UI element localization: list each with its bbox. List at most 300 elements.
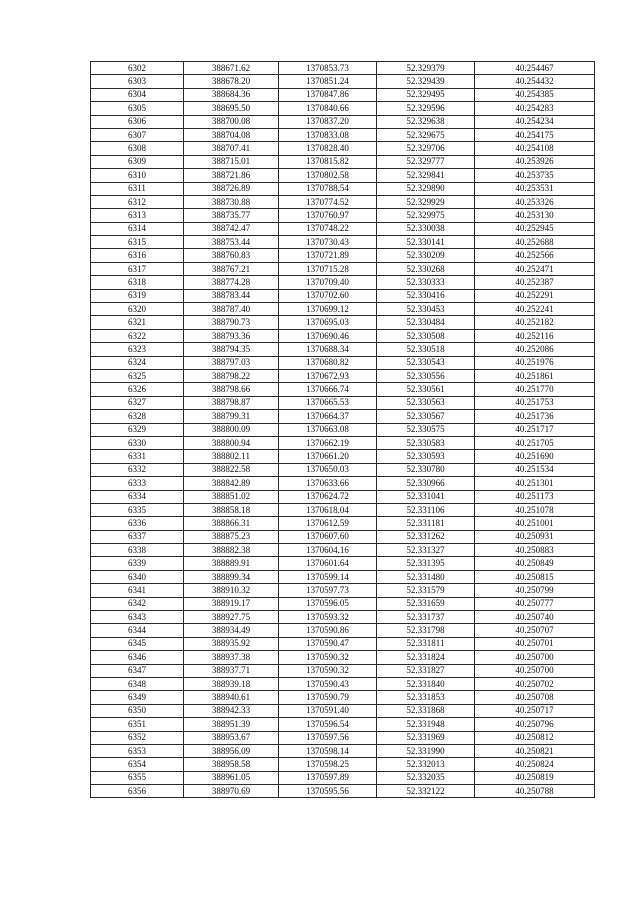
x-coordinate-cell: 388707.41 <box>184 142 279 155</box>
y-coordinate-cell: 1370851.24 <box>279 75 377 88</box>
table-row <box>91 182 595 195</box>
y-coordinate-cell: 1370591.40 <box>279 704 377 717</box>
latitude-cell: 52.330484 <box>377 316 475 329</box>
x-coordinate-cell: 388730.88 <box>184 195 279 208</box>
y-coordinate-cell: 1370666.74 <box>279 383 377 396</box>
x-coordinate-cell: 388842.89 <box>184 477 279 490</box>
longitude-cell: 40.251717 <box>475 423 595 436</box>
longitude-cell: 40.252688 <box>475 236 595 249</box>
y-coordinate-cell: 1370598.14 <box>279 744 377 757</box>
longitude-cell: 40.250700 <box>475 651 595 664</box>
longitude-cell: 40.253531 <box>475 182 595 195</box>
latitude-cell: 52.331948 <box>377 718 475 731</box>
x-coordinate-cell: 388875.23 <box>184 530 279 543</box>
x-coordinate-cell: 388822.58 <box>184 463 279 476</box>
x-coordinate-cell: 388794.35 <box>184 343 279 356</box>
point-number-cell: 6354 <box>91 758 184 771</box>
longitude-cell: 40.254385 <box>475 88 595 101</box>
point-number-cell: 6318 <box>91 276 184 289</box>
table-row <box>91 75 595 88</box>
point-number-cell: 6336 <box>91 517 184 530</box>
longitude-cell: 40.251753 <box>475 396 595 409</box>
point-number-cell: 6333 <box>91 477 184 490</box>
point-number-cell: 6315 <box>91 236 184 249</box>
table-row <box>91 289 595 302</box>
point-number-cell: 6308 <box>91 142 184 155</box>
point-number-cell: 6320 <box>91 303 184 316</box>
y-coordinate-cell: 1370833.08 <box>279 128 377 141</box>
y-coordinate-cell: 1370715.28 <box>279 262 377 275</box>
table-row <box>91 128 595 141</box>
latitude-cell: 52.331327 <box>377 544 475 557</box>
longitude-cell: 40.250799 <box>475 584 595 597</box>
coordinate-table-body <box>91 62 595 798</box>
point-number-cell: 6310 <box>91 169 184 182</box>
longitude-cell: 40.250824 <box>475 758 595 771</box>
point-number-cell: 6337 <box>91 530 184 543</box>
x-coordinate-cell: 388793.36 <box>184 329 279 342</box>
y-coordinate-cell: 1370774.52 <box>279 195 377 208</box>
longitude-cell: 40.250819 <box>475 771 595 784</box>
point-number-cell: 6329 <box>91 423 184 436</box>
latitude-cell: 52.329890 <box>377 182 475 195</box>
y-coordinate-cell: 1370650.03 <box>279 463 377 476</box>
point-number-cell: 6343 <box>91 611 184 624</box>
y-coordinate-cell: 1370699.12 <box>279 303 377 316</box>
x-coordinate-cell: 388937.38 <box>184 651 279 664</box>
point-number-cell: 6313 <box>91 209 184 222</box>
y-coordinate-cell: 1370612.59 <box>279 517 377 530</box>
y-coordinate-cell: 1370601.64 <box>279 557 377 570</box>
longitude-cell: 40.250777 <box>475 597 595 610</box>
point-number-cell: 6309 <box>91 155 184 168</box>
point-number-cell: 6327 <box>91 396 184 409</box>
point-number-cell: 6346 <box>91 651 184 664</box>
longitude-cell: 40.254432 <box>475 75 595 88</box>
x-coordinate-cell: 388684.36 <box>184 88 279 101</box>
y-coordinate-cell: 1370665.53 <box>279 396 377 409</box>
point-number-cell: 6317 <box>91 262 184 275</box>
point-number-cell: 6344 <box>91 624 184 637</box>
x-coordinate-cell: 388678.20 <box>184 75 279 88</box>
longitude-cell: 40.250931 <box>475 530 595 543</box>
y-coordinate-cell: 1370802.58 <box>279 169 377 182</box>
longitude-cell: 40.252945 <box>475 222 595 235</box>
longitude-cell: 40.251705 <box>475 436 595 449</box>
x-coordinate-cell: 388704.08 <box>184 128 279 141</box>
latitude-cell: 52.330543 <box>377 356 475 369</box>
x-coordinate-cell: 388715.01 <box>184 155 279 168</box>
latitude-cell: 52.330038 <box>377 222 475 235</box>
longitude-cell: 40.250849 <box>475 557 595 570</box>
table-row <box>91 584 595 597</box>
table-row <box>91 637 595 650</box>
latitude-cell: 52.329929 <box>377 195 475 208</box>
longitude-cell: 40.250815 <box>475 570 595 583</box>
y-coordinate-cell: 1370672.93 <box>279 369 377 382</box>
table-row <box>91 343 595 356</box>
longitude-cell: 40.250707 <box>475 624 595 637</box>
y-coordinate-cell: 1370760.97 <box>279 209 377 222</box>
longitude-cell: 40.254467 <box>475 62 595 75</box>
longitude-cell: 40.251001 <box>475 517 595 530</box>
latitude-cell: 52.331868 <box>377 704 475 717</box>
longitude-cell: 40.251534 <box>475 463 595 476</box>
table-row <box>91 785 595 798</box>
latitude-cell: 52.331990 <box>377 744 475 757</box>
latitude-cell: 52.331106 <box>377 503 475 516</box>
table-row <box>91 62 595 75</box>
table-row <box>91 704 595 717</box>
latitude-cell: 52.331041 <box>377 490 475 503</box>
longitude-cell: 40.250717 <box>475 704 595 717</box>
x-coordinate-cell: 388956.09 <box>184 744 279 757</box>
y-coordinate-cell: 1370662.19 <box>279 436 377 449</box>
table-row <box>91 611 595 624</box>
point-number-cell: 6341 <box>91 584 184 597</box>
x-coordinate-cell: 388767.21 <box>184 262 279 275</box>
longitude-cell: 40.252086 <box>475 343 595 356</box>
point-number-cell: 6303 <box>91 75 184 88</box>
point-number-cell: 6348 <box>91 677 184 690</box>
table-row <box>91 262 595 275</box>
latitude-cell: 52.330416 <box>377 289 475 302</box>
y-coordinate-cell: 1370837.20 <box>279 115 377 128</box>
point-number-cell: 6347 <box>91 664 184 677</box>
y-coordinate-cell: 1370595.56 <box>279 785 377 798</box>
table-row <box>91 664 595 677</box>
x-coordinate-cell: 388742.47 <box>184 222 279 235</box>
longitude-cell: 40.252241 <box>475 303 595 316</box>
y-coordinate-cell: 1370599.14 <box>279 570 377 583</box>
longitude-cell: 40.251078 <box>475 503 595 516</box>
table-row <box>91 88 595 101</box>
point-number-cell: 6339 <box>91 557 184 570</box>
table-row <box>91 169 595 182</box>
table-row <box>91 570 595 583</box>
table-row <box>91 115 595 128</box>
table-row <box>91 677 595 690</box>
table-row <box>91 195 595 208</box>
point-number-cell: 6335 <box>91 503 184 516</box>
x-coordinate-cell: 388790.73 <box>184 316 279 329</box>
latitude-cell: 52.329596 <box>377 102 475 115</box>
table-row <box>91 597 595 610</box>
y-coordinate-cell: 1370593.32 <box>279 611 377 624</box>
longitude-cell: 40.254234 <box>475 115 595 128</box>
table-row <box>91 102 595 115</box>
table-row <box>91 624 595 637</box>
point-number-cell: 6304 <box>91 88 184 101</box>
x-coordinate-cell: 388798.22 <box>184 369 279 382</box>
latitude-cell: 52.330268 <box>377 262 475 275</box>
latitude-cell: 52.330141 <box>377 236 475 249</box>
point-number-cell: 6321 <box>91 316 184 329</box>
table-row <box>91 222 595 235</box>
x-coordinate-cell: 388760.83 <box>184 249 279 262</box>
latitude-cell: 52.331659 <box>377 597 475 610</box>
latitude-cell: 52.331480 <box>377 570 475 583</box>
x-coordinate-cell: 388927.75 <box>184 611 279 624</box>
x-coordinate-cell: 388798.87 <box>184 396 279 409</box>
x-coordinate-cell: 388866.31 <box>184 517 279 530</box>
latitude-cell: 52.330518 <box>377 343 475 356</box>
point-number-cell: 6312 <box>91 195 184 208</box>
y-coordinate-cell: 1370721.89 <box>279 249 377 262</box>
point-number-cell: 6302 <box>91 62 184 75</box>
y-coordinate-cell: 1370709.40 <box>279 276 377 289</box>
x-coordinate-cell: 388942.33 <box>184 704 279 717</box>
table-row <box>91 155 595 168</box>
table-row <box>91 249 595 262</box>
latitude-cell: 52.331824 <box>377 651 475 664</box>
x-coordinate-cell: 388671.62 <box>184 62 279 75</box>
latitude-cell: 52.331395 <box>377 557 475 570</box>
latitude-cell: 52.330453 <box>377 303 475 316</box>
latitude-cell: 52.330556 <box>377 369 475 382</box>
y-coordinate-cell: 1370730.43 <box>279 236 377 249</box>
latitude-cell: 52.330333 <box>377 276 475 289</box>
x-coordinate-cell: 388940.61 <box>184 691 279 704</box>
y-coordinate-cell: 1370788.54 <box>279 182 377 195</box>
point-number-cell: 6330 <box>91 436 184 449</box>
x-coordinate-cell: 388787.40 <box>184 303 279 316</box>
table-row <box>91 758 595 771</box>
longitude-cell: 40.253735 <box>475 169 595 182</box>
table-row <box>91 356 595 369</box>
latitude-cell: 52.331827 <box>377 664 475 677</box>
point-number-cell: 6345 <box>91 637 184 650</box>
y-coordinate-cell: 1370597.56 <box>279 731 377 744</box>
longitude-cell: 40.251736 <box>475 410 595 423</box>
x-coordinate-cell: 388774.28 <box>184 276 279 289</box>
y-coordinate-cell: 1370596.54 <box>279 718 377 731</box>
point-number-cell: 6332 <box>91 463 184 476</box>
table-row <box>91 450 595 463</box>
coordinate-table <box>90 61 595 798</box>
x-coordinate-cell: 388735.77 <box>184 209 279 222</box>
longitude-cell: 40.252291 <box>475 289 595 302</box>
longitude-cell: 40.251690 <box>475 450 595 463</box>
longitude-cell: 40.254283 <box>475 102 595 115</box>
longitude-cell: 40.250701 <box>475 637 595 650</box>
latitude-cell: 52.330575 <box>377 423 475 436</box>
longitude-cell: 40.250883 <box>475 544 595 557</box>
y-coordinate-cell: 1370688.34 <box>279 343 377 356</box>
y-coordinate-cell: 1370590.43 <box>279 677 377 690</box>
point-number-cell: 6334 <box>91 490 184 503</box>
latitude-cell: 52.331262 <box>377 530 475 543</box>
point-number-cell: 6338 <box>91 544 184 557</box>
point-number-cell: 6328 <box>91 410 184 423</box>
y-coordinate-cell: 1370624.72 <box>279 490 377 503</box>
x-coordinate-cell: 388721.86 <box>184 169 279 182</box>
table-row <box>91 316 595 329</box>
table-row <box>91 329 595 342</box>
point-number-cell: 6342 <box>91 597 184 610</box>
table-row <box>91 691 595 704</box>
latitude-cell: 52.330780 <box>377 463 475 476</box>
longitude-cell: 40.254175 <box>475 128 595 141</box>
x-coordinate-cell: 388935.92 <box>184 637 279 650</box>
latitude-cell: 52.331853 <box>377 691 475 704</box>
point-number-cell: 6324 <box>91 356 184 369</box>
x-coordinate-cell: 388726.89 <box>184 182 279 195</box>
x-coordinate-cell: 388800.09 <box>184 423 279 436</box>
latitude-cell: 52.329495 <box>377 88 475 101</box>
y-coordinate-cell: 1370828.40 <box>279 142 377 155</box>
x-coordinate-cell: 388919.17 <box>184 597 279 610</box>
y-coordinate-cell: 1370840.66 <box>279 102 377 115</box>
table-row <box>91 410 595 423</box>
latitude-cell: 52.329675 <box>377 128 475 141</box>
point-number-cell: 6355 <box>91 771 184 784</box>
table-row <box>91 209 595 222</box>
longitude-cell: 40.252116 <box>475 329 595 342</box>
point-number-cell: 6316 <box>91 249 184 262</box>
longitude-cell: 40.252471 <box>475 262 595 275</box>
point-number-cell: 6307 <box>91 128 184 141</box>
y-coordinate-cell: 1370596.05 <box>279 597 377 610</box>
x-coordinate-cell: 388937.71 <box>184 664 279 677</box>
longitude-cell: 40.251861 <box>475 369 595 382</box>
x-coordinate-cell: 388939.18 <box>184 677 279 690</box>
y-coordinate-cell: 1370690.46 <box>279 329 377 342</box>
y-coordinate-cell: 1370590.47 <box>279 637 377 650</box>
latitude-cell: 52.330561 <box>377 383 475 396</box>
table-row <box>91 477 595 490</box>
y-coordinate-cell: 1370847.86 <box>279 88 377 101</box>
table-row <box>91 517 595 530</box>
latitude-cell: 52.330966 <box>377 477 475 490</box>
latitude-cell: 52.330593 <box>377 450 475 463</box>
latitude-cell: 52.332122 <box>377 785 475 798</box>
point-number-cell: 6353 <box>91 744 184 757</box>
y-coordinate-cell: 1370680.82 <box>279 356 377 369</box>
table-row <box>91 236 595 249</box>
longitude-cell: 40.250812 <box>475 731 595 744</box>
y-coordinate-cell: 1370702.60 <box>279 289 377 302</box>
table-row <box>91 651 595 664</box>
point-number-cell: 6351 <box>91 718 184 731</box>
latitude-cell: 52.329706 <box>377 142 475 155</box>
longitude-cell: 40.254108 <box>475 142 595 155</box>
latitude-cell: 52.330563 <box>377 396 475 409</box>
x-coordinate-cell: 388799.31 <box>184 410 279 423</box>
table-row <box>91 383 595 396</box>
x-coordinate-cell: 388798.66 <box>184 383 279 396</box>
x-coordinate-cell: 388953.67 <box>184 731 279 744</box>
latitude-cell: 52.331969 <box>377 731 475 744</box>
point-number-cell: 6350 <box>91 704 184 717</box>
x-coordinate-cell: 388797.03 <box>184 356 279 369</box>
table-row <box>91 369 595 382</box>
y-coordinate-cell: 1370664.37 <box>279 410 377 423</box>
table-row <box>91 396 595 409</box>
y-coordinate-cell: 1370590.32 <box>279 651 377 664</box>
latitude-cell: 52.331737 <box>377 611 475 624</box>
y-coordinate-cell: 1370853.73 <box>279 62 377 75</box>
latitude-cell: 52.331840 <box>377 677 475 690</box>
longitude-cell: 40.251770 <box>475 383 595 396</box>
longitude-cell: 40.250700 <box>475 664 595 677</box>
table-row <box>91 530 595 543</box>
table-row <box>91 436 595 449</box>
x-coordinate-cell: 388961.05 <box>184 771 279 784</box>
y-coordinate-cell: 1370633.66 <box>279 477 377 490</box>
latitude-cell: 52.330209 <box>377 249 475 262</box>
point-number-cell: 6306 <box>91 115 184 128</box>
longitude-cell: 40.250708 <box>475 691 595 704</box>
point-number-cell: 6322 <box>91 329 184 342</box>
point-number-cell: 6323 <box>91 343 184 356</box>
y-coordinate-cell: 1370661.20 <box>279 450 377 463</box>
y-coordinate-cell: 1370597.89 <box>279 771 377 784</box>
point-number-cell: 6311 <box>91 182 184 195</box>
point-number-cell: 6356 <box>91 785 184 798</box>
longitude-cell: 40.251976 <box>475 356 595 369</box>
longitude-cell: 40.253326 <box>475 195 595 208</box>
x-coordinate-cell: 388882.38 <box>184 544 279 557</box>
x-coordinate-cell: 388910.32 <box>184 584 279 597</box>
table-row <box>91 490 595 503</box>
longitude-cell: 40.251173 <box>475 490 595 503</box>
table-row <box>91 276 595 289</box>
x-coordinate-cell: 388851.02 <box>184 490 279 503</box>
x-coordinate-cell: 388958.58 <box>184 758 279 771</box>
x-coordinate-cell: 388802.11 <box>184 450 279 463</box>
y-coordinate-cell: 1370663.08 <box>279 423 377 436</box>
table-row <box>91 557 595 570</box>
longitude-cell: 40.253130 <box>475 209 595 222</box>
table-row <box>91 544 595 557</box>
y-coordinate-cell: 1370607.60 <box>279 530 377 543</box>
table-row <box>91 423 595 436</box>
table-row <box>91 503 595 516</box>
point-number-cell: 6331 <box>91 450 184 463</box>
y-coordinate-cell: 1370590.32 <box>279 664 377 677</box>
table-row <box>91 718 595 731</box>
latitude-cell: 52.331798 <box>377 624 475 637</box>
x-coordinate-cell: 388889.91 <box>184 557 279 570</box>
x-coordinate-cell: 388951.39 <box>184 718 279 731</box>
point-number-cell: 6314 <box>91 222 184 235</box>
latitude-cell: 52.329841 <box>377 169 475 182</box>
y-coordinate-cell: 1370748.22 <box>279 222 377 235</box>
longitude-cell: 40.252387 <box>475 276 595 289</box>
latitude-cell: 52.329379 <box>377 62 475 75</box>
latitude-cell: 52.329975 <box>377 209 475 222</box>
x-coordinate-cell: 388934.49 <box>184 624 279 637</box>
longitude-cell: 40.250796 <box>475 718 595 731</box>
longitude-cell: 40.250702 <box>475 677 595 690</box>
point-number-cell: 6340 <box>91 570 184 583</box>
table-row <box>91 771 595 784</box>
longitude-cell: 40.253926 <box>475 155 595 168</box>
longitude-cell: 40.250788 <box>475 785 595 798</box>
y-coordinate-cell: 1370815.82 <box>279 155 377 168</box>
point-number-cell: 6305 <box>91 102 184 115</box>
x-coordinate-cell: 388899.34 <box>184 570 279 583</box>
latitude-cell: 52.331181 <box>377 517 475 530</box>
x-coordinate-cell: 388700.08 <box>184 115 279 128</box>
x-coordinate-cell: 388695.50 <box>184 102 279 115</box>
latitude-cell: 52.332035 <box>377 771 475 784</box>
latitude-cell: 52.330583 <box>377 436 475 449</box>
y-coordinate-cell: 1370597.73 <box>279 584 377 597</box>
y-coordinate-cell: 1370695.03 <box>279 316 377 329</box>
latitude-cell: 52.329777 <box>377 155 475 168</box>
